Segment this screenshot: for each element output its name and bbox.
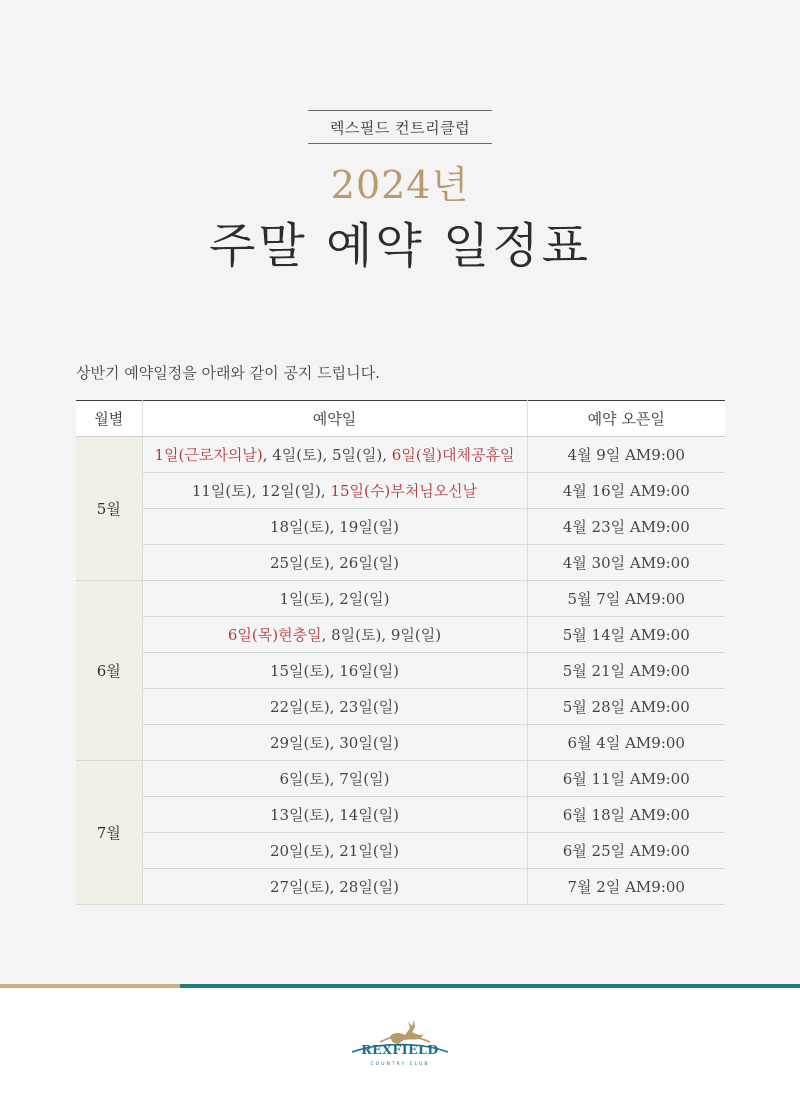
month-cell: 5월 [76, 437, 142, 581]
open-date-cell: 4월 23일 AM9:00 [527, 509, 725, 545]
date-text: 20일(토), 21일(일) [269, 842, 400, 860]
table-row [76, 545, 725, 581]
logo-wordmark: REXFIELD [361, 1042, 439, 1057]
date-text: 6일(토), 7일(일) [279, 770, 390, 788]
table-row [76, 797, 725, 833]
holiday-text: 1일(근로자의날) [154, 446, 263, 464]
table-header-row [76, 401, 725, 437]
date-text: 22일(토), 23일(일) [269, 698, 400, 716]
open-date-cell: 5월 28일 AM9:00 [527, 689, 725, 725]
table-row [76, 653, 725, 689]
reservation-dates-cell [142, 761, 527, 797]
table-row [76, 473, 725, 509]
open-date-cell: 7월 2일 AM9:00 [527, 869, 725, 905]
club-name: 렉스필드 컨트리클럽 [308, 110, 492, 144]
reservation-dates-cell [142, 833, 527, 869]
intro-text: 상반기 예약일정을 아래와 같이 공지 드립니다. [76, 364, 380, 382]
year-heading: 2024년 [330, 163, 470, 207]
table-row [76, 617, 725, 653]
month-cell: 6월 [76, 581, 142, 761]
column-header-month: 월별 [76, 401, 142, 437]
open-date-cell: 6월 11일 AM9:00 [527, 761, 725, 797]
reservation-dates-cell [142, 725, 527, 761]
open-date-cell: 4월 16일 AM9:00 [527, 473, 725, 509]
date-text: 29일(토), 30일(일) [269, 734, 400, 752]
reservation-dates-cell [142, 509, 527, 545]
date-text: 13일(토), 14일(일) [269, 806, 400, 824]
month-cell: 7월 [76, 761, 142, 905]
open-date-cell: 6월 18일 AM9:00 [527, 797, 725, 833]
column-header-open-date: 예약 오픈일 [527, 401, 725, 437]
table-row [76, 869, 725, 905]
reservation-dates-cell [142, 581, 527, 617]
date-text: 27일(토), 28일(일) [269, 878, 400, 896]
open-date-cell: 4월 30일 AM9:00 [527, 545, 725, 581]
date-text: 15일(토), 16일(일) [269, 662, 400, 680]
page-title: 주말 예약 일정표 [208, 218, 592, 274]
table-row [76, 725, 725, 761]
date-text: , 8일(토), 9일(일) [321, 626, 442, 644]
date-text: 25일(토), 26일(일) [269, 554, 400, 572]
reservation-dates-cell [142, 869, 527, 905]
open-date-cell: 4월 9일 AM9:00 [527, 437, 725, 473]
table-row [76, 833, 725, 869]
table-row [76, 761, 725, 797]
reservation-dates-cell [142, 797, 527, 833]
date-text: , 4일(토), 5일(일), [262, 446, 392, 464]
page-header [0, 110, 800, 274]
reservation-dates-cell [142, 473, 527, 509]
open-date-cell: 5월 14일 AM9:00 [527, 617, 725, 653]
reservation-dates-cell [142, 545, 527, 581]
schedule-body [76, 437, 725, 905]
holiday-text: 6일(월)대체공휴일 [391, 446, 515, 464]
table-row [76, 581, 725, 617]
holiday-text: 6일(목)현충일 [227, 626, 322, 644]
reservation-dates-cell [142, 689, 527, 725]
reservation-dates-cell [142, 437, 527, 473]
column-header-dates: 예약일 [142, 401, 527, 437]
table-row [76, 509, 725, 545]
schedule-table [76, 400, 725, 905]
open-date-cell: 6월 25일 AM9:00 [527, 833, 725, 869]
open-date-cell: 6월 4일 AM9:00 [527, 725, 725, 761]
table-row [76, 689, 725, 725]
reservation-dates-cell [142, 653, 527, 689]
open-date-cell: 5월 7일 AM9:00 [527, 581, 725, 617]
table-row [76, 437, 725, 473]
open-date-cell: 5월 21일 AM9:00 [527, 653, 725, 689]
reservation-dates-cell [142, 617, 527, 653]
logo-subtext: COUNTRY CLUB [370, 1062, 430, 1067]
holiday-text: 15일(수)부처님오신날 [330, 482, 478, 500]
date-text: 11일(토), 12일(일), [191, 482, 331, 500]
date-text: 18일(토), 19일(일) [269, 518, 400, 536]
date-text: 1일(토), 2일(일) [279, 590, 390, 608]
